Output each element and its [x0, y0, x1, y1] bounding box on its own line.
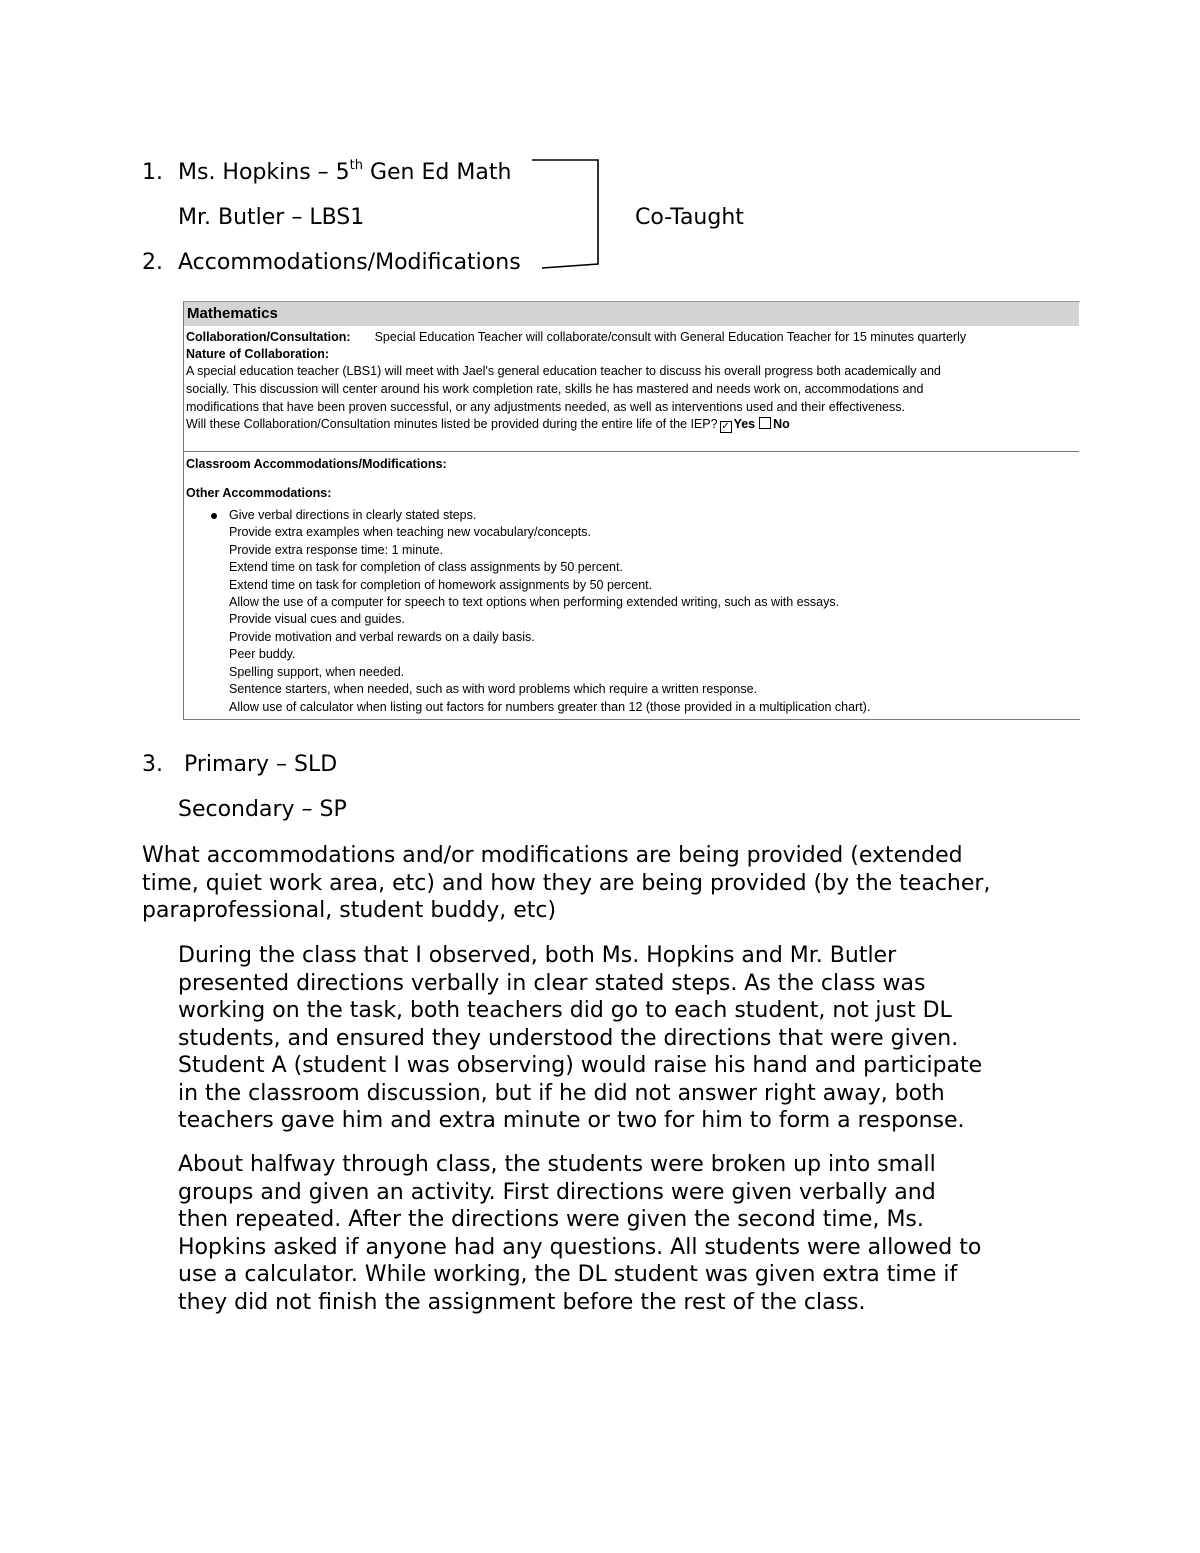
accommodation-item: Provide extra examples when teaching new vocabulary/concepts.: [229, 525, 592, 539]
yes-checkbox-icon: ✓: [721, 421, 730, 432]
superscript-th: th: [349, 158, 363, 173]
iep-header: [184, 302, 1079, 326]
observation-paragraph-2: [178, 1151, 1068, 1316]
paragraph-line: teachers gave him and extra minute or two for him to form a response.: [178, 1108, 965, 1133]
list-item-3: Primary – SLD: [184, 752, 338, 777]
question-line: paraprofessional, student buddy, etc): [142, 898, 557, 923]
collab-label: Collaboration/Consultation:: [186, 330, 351, 344]
accommodation-item: Provide extra response time: 1 minute.: [229, 543, 443, 557]
bracket-connector: [530, 158, 610, 278]
no-label: No: [773, 417, 790, 431]
paragraph-line: they did not finish the assignment before the rest of the class.: [178, 1289, 866, 1315]
accommodation-item: Extend time on task for completion of class assignments by 50 percent.: [229, 560, 623, 574]
other-accommodations-label: Other Accommodations:: [186, 486, 332, 500]
list-item-1-suffix: Gen Ed Math: [362, 160, 512, 185]
nature-line: socially. This discussion will center around his work completion rate, skills he has mastered and needs work on, accommodations and: [186, 382, 924, 396]
list-number-1: 1.: [142, 160, 163, 185]
nature-label: Nature of Collaboration:: [186, 347, 330, 361]
observation-paragraph-1: [178, 942, 1068, 1135]
list-number-2: 2.: [142, 250, 163, 275]
question-line: What accommodations and/or modifications are being provided (extended: [142, 843, 963, 868]
accommodation-item: Extend time on task for completion of homework assignments by 50 percent.: [229, 578, 653, 592]
paragraph-line: in the classroom discussion, but if he did not answer right away, both: [178, 1080, 945, 1106]
paragraph-line: groups and given an activity. First directions were given verbally and: [178, 1179, 936, 1205]
collab-row: [186, 330, 966, 344]
iep-question-row: [186, 417, 790, 433]
accommodation-item: Provide visual cues and guides.: [229, 612, 405, 626]
question-block: [142, 842, 990, 925]
nature-line: A special education teacher (LBS1) will meet with Jael's general education teacher to discuss his overall progress both academically and: [186, 364, 941, 378]
accommodation-item: Allow the use of a computer for speech to text options when performing extended writing, such as with essays.: [229, 595, 840, 609]
iep-divider: [184, 451, 1079, 452]
iep-screenshot: [183, 301, 1080, 719]
classroom-accommodations-label: Classroom Accommodations/Modifications:: [186, 457, 447, 471]
nature-line: modifications that have been proven successful, or any adjustments needed, as well as interventions used and their effectiveness.: [186, 400, 905, 414]
paragraph-line: presented directions verbally in clear stated steps. As the class was: [178, 970, 926, 996]
paragraph-line: About halfway through class, the students were broken up into small: [178, 1152, 936, 1177]
accommodation-item: Provide motivation and verbal rewards on a daily basis.: [229, 630, 535, 644]
paragraph-line: Hopkins asked if anyone had any questions. All students were allowed to: [178, 1234, 982, 1260]
no-checkbox-icon: [759, 417, 771, 429]
accommodation-item: Allow use of calculator when listing out factors for numbers greater than 12 (those provided in a multiplication chart).: [229, 700, 871, 714]
bullet-icon: [211, 513, 217, 519]
paragraph-line: During the class that I observed, both Ms. Hopkins and Mr. Butler: [178, 943, 897, 968]
iep-question: Will these Collaboration/Consultation minutes listed be provided during the entire life of the IEP?: [186, 417, 718, 431]
list-item-2: Accommodations/Modifications: [178, 250, 521, 275]
accommodation-item: Spelling support, when needed.: [229, 665, 405, 679]
paragraph-line: Student A (student I was observing) would raise his hand and participate: [178, 1053, 983, 1078]
yes-label: Yes: [733, 417, 756, 431]
accommodation-item: Sentence starters, when needed, such as with word problems which require a written response.: [229, 682, 758, 696]
paragraph-line: students, and ensured they understood the directions that were given.: [178, 1025, 959, 1051]
accommodation-item: Peer buddy.: [229, 647, 296, 661]
iep-header-title: Mathematics: [187, 305, 278, 322]
paragraph-line: then repeated. After the directions were given the second time, Ms.: [178, 1207, 924, 1232]
list-item-1-sub: Mr. Butler – LBS1: [178, 205, 365, 230]
paragraph-line: use a calculator. While working, the DL student was given extra time if: [178, 1262, 958, 1287]
co-taught-label: Co-Taught: [635, 205, 744, 230]
list-item-1-prefix: Ms. Hopkins – 5: [178, 160, 350, 185]
list-item-3-sub: Secondary – SP: [178, 797, 347, 822]
accommodation-item: Give verbal directions in clearly stated steps.: [229, 508, 477, 522]
list-item-1: [178, 160, 511, 185]
question-line: time, quiet work area, etc) and how they are being provided (by the teacher,: [142, 870, 991, 896]
list-number-3: 3.: [142, 752, 163, 777]
collab-value: Special Education Teacher will collaborate/consult with General Education Teacher for 15 minutes quarterly: [374, 330, 967, 344]
paragraph-line: working on the task, both teachers did go to each student, not just DL: [178, 998, 952, 1023]
